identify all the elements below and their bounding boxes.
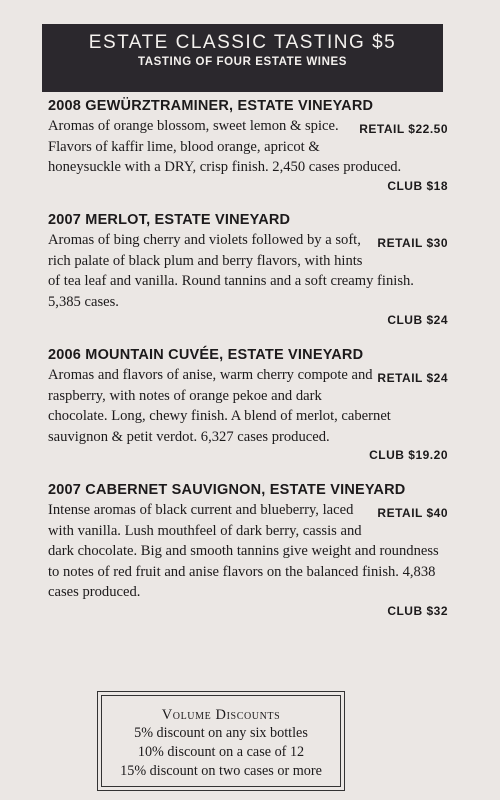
wine-entry-cabernet-sauvignon [48, 481, 448, 620]
wine-entry-mountain-cuvee [48, 346, 448, 464]
wine-entry-merlot [48, 211, 448, 329]
wine-description [48, 500, 448, 603]
volume-discounts-inner-border [101, 695, 341, 787]
wine-description [48, 365, 448, 447]
club-price: CLUB $24 [387, 313, 448, 328]
discount-line: 10% discount on a case of 12 [137, 744, 305, 760]
wine-title: 2008 GEWÜRZTRAMINER, ESTATE VINEYARD [48, 98, 374, 114]
wine-title: 2007 MERLOT, ESTATE VINEYARD [48, 212, 291, 228]
discount-line: 15% discount on two cases or more [120, 763, 322, 779]
wine-entry-gewurztraminer [48, 97, 448, 195]
wine-title: 2007 CABERNET SAUVIGNON, ESTATE VINEYARD [48, 482, 406, 498]
wine-description [48, 230, 448, 312]
club-price: CLUB $32 [387, 603, 448, 618]
wine-title: 2006 MOUNTAIN CUVÉE, ESTATE VINEYARD [48, 347, 364, 363]
wine-description-text: Aromas and flavors of anise, warm cherry compote and raspberry, with notes of orange pekoe and dark chocolate. Long, chewy finish. A blend of merlot, cabernet sauvignon & petit verdot. 6,327 cases produced. [48, 367, 391, 445]
tasting-title: ESTATE CLASSIC TASTING $5 [88, 32, 397, 53]
wine-description-text: Aromas of bing cherry and violets followed by a soft, rich palate of black plum and berry flavors, with hints of tea leaf and vanilla. Round tannins and a soft creamy finish. 5,385 cases. [48, 232, 414, 310]
retail-price: RETAIL $22.50 [359, 122, 448, 136]
wine-description [48, 116, 448, 178]
club-price: CLUB $18 [387, 178, 448, 193]
tasting-header [42, 24, 443, 92]
wine-description-text: Intense aromas of black current and blueberry, laced with vanilla. Lush mouthfeel of dark berry, cassis and dark chocolate. Big and smooth tannins give weight and roundness to notes of red fruit and anise flavors on the balanced finish. 4,838 cases produced. [48, 502, 439, 601]
club-price: CLUB $19.20 [369, 448, 448, 463]
discount-line: 5% discount on any six bottles [134, 725, 308, 741]
volume-discounts-title: Volume Discounts [161, 707, 281, 723]
retail-price: RETAIL $24 [377, 371, 448, 385]
retail-price: RETAIL $40 [377, 506, 448, 520]
wine-description-text: Aromas of orange blossom, sweet lemon & spice. Flavors of kaffir lime, blood orange, apricot & honeysuckle with a DRY, crisp finish. 2,450 cases produced. [48, 118, 402, 176]
retail-price: RETAIL $30 [377, 236, 448, 250]
tasting-subtitle: TASTING OF FOUR ESTATE WINES [137, 56, 348, 68]
volume-discounts-box [97, 691, 345, 791]
